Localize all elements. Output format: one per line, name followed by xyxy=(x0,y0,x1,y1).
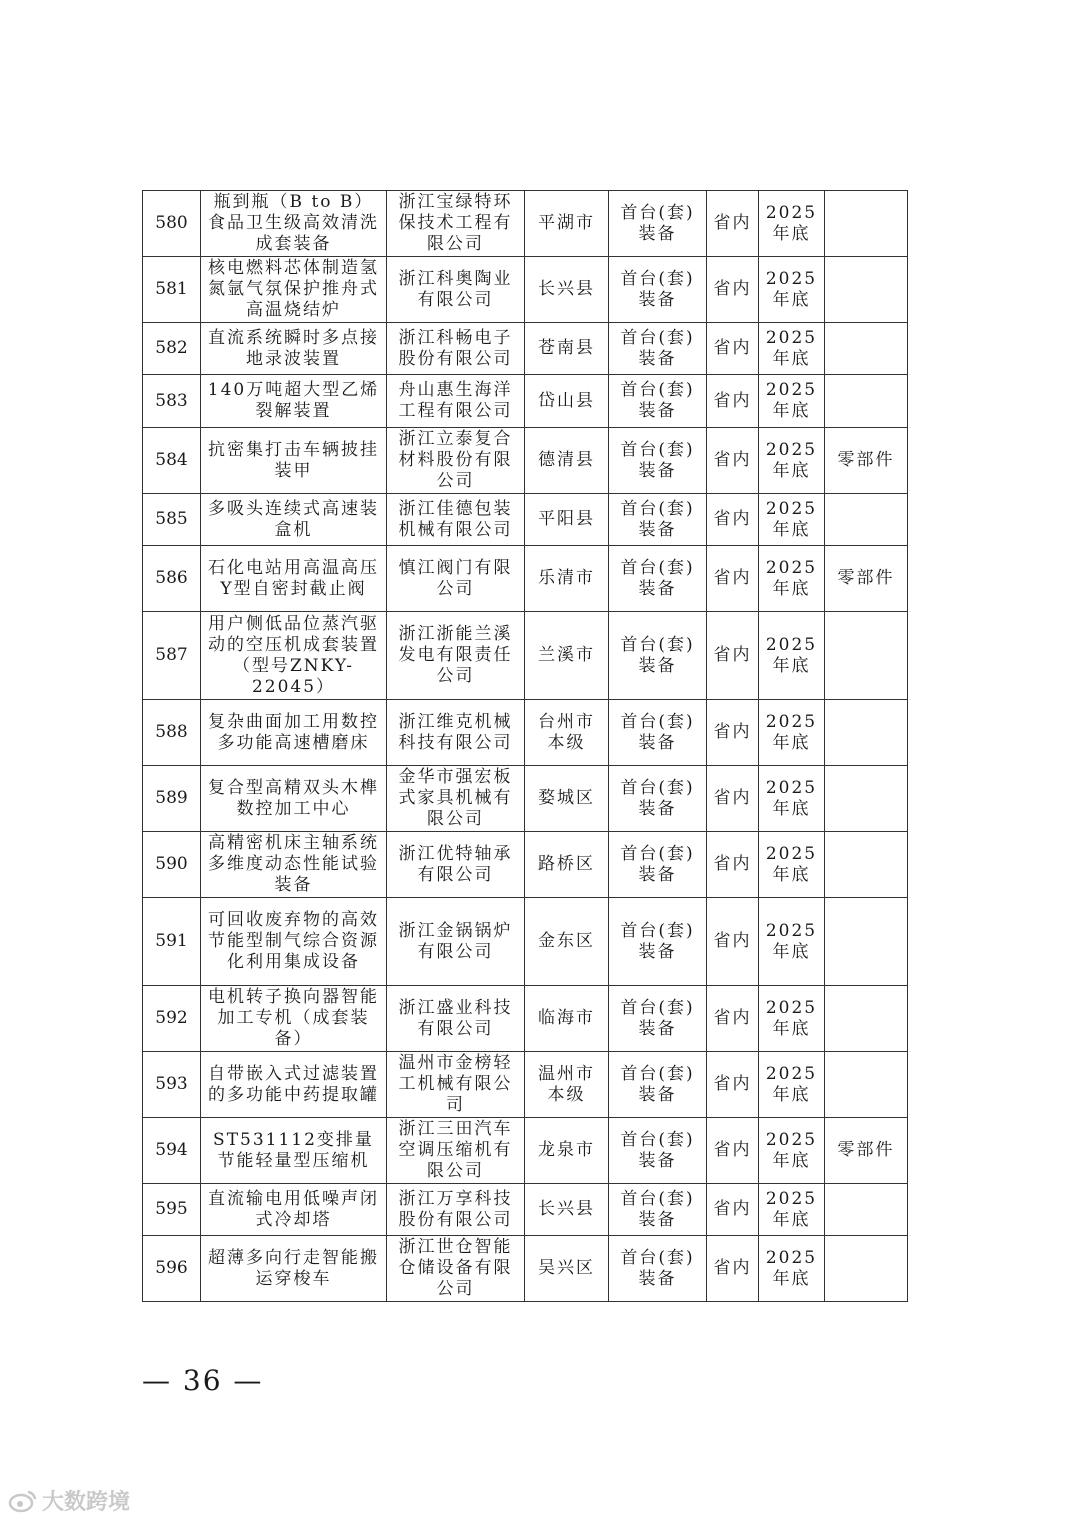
note xyxy=(825,1052,908,1118)
note xyxy=(825,1236,908,1302)
product-name: 瓶到瓶（B to B）食品卫生级高效清洗成套装备 xyxy=(201,191,387,257)
product-name: 自带嵌入式过滤装置的多功能中药提取罐 xyxy=(201,1052,387,1118)
table-row xyxy=(143,1184,908,1236)
company-name: 浙江优特轴承有限公司 xyxy=(387,832,525,898)
product-type: 首台(套)装备 xyxy=(609,191,707,257)
note xyxy=(825,494,908,546)
product-type: 首台(套)装备 xyxy=(609,898,707,986)
deadline: 2025年底 xyxy=(759,766,825,832)
product-type: 首台(套)装备 xyxy=(609,546,707,612)
product-type: 首台(套)装备 xyxy=(609,612,707,700)
deadline: 2025年底 xyxy=(759,986,825,1052)
scope: 省内 xyxy=(707,546,759,612)
region: 长兴县 xyxy=(525,1184,609,1236)
company-name: 浙江科奥陶业有限公司 xyxy=(387,257,525,323)
product-type: 首台(套)装备 xyxy=(609,766,707,832)
table-row xyxy=(143,191,908,257)
region: 平阳县 xyxy=(525,494,609,546)
serial-number: 590 xyxy=(143,832,201,898)
serial-number: 589 xyxy=(143,766,201,832)
product-name: 140万吨超大型乙烯裂解装置 xyxy=(201,375,387,428)
scope: 省内 xyxy=(707,428,759,494)
company-name: 舟山惠生海洋工程有限公司 xyxy=(387,375,525,428)
region: 吴兴区 xyxy=(525,1236,609,1302)
serial-number: 583 xyxy=(143,375,201,428)
table-row xyxy=(143,257,908,323)
table-body xyxy=(143,191,908,1302)
company-name: 浙江宝绿特环保技术工程有限公司 xyxy=(387,191,525,257)
scope: 省内 xyxy=(707,1052,759,1118)
product-name: 高精密机床主轴系统多维度动态性能试验装备 xyxy=(201,832,387,898)
scope: 省内 xyxy=(707,191,759,257)
weibo-logo-icon xyxy=(8,1489,38,1513)
product-type: 首台(套)装备 xyxy=(609,986,707,1052)
serial-number: 587 xyxy=(143,612,201,700)
table-row xyxy=(143,494,908,546)
note: 零部件 xyxy=(825,428,908,494)
product-name: 复合型高精双头木榫数控加工中心 xyxy=(201,766,387,832)
deadline: 2025年底 xyxy=(759,898,825,986)
region: 临海市 xyxy=(525,986,609,1052)
serial-number: 582 xyxy=(143,323,201,375)
note xyxy=(825,898,908,986)
table-row xyxy=(143,1236,908,1302)
note: 零部件 xyxy=(825,1118,908,1184)
region: 兰溪市 xyxy=(525,612,609,700)
deadline: 2025年底 xyxy=(759,323,825,375)
table-row xyxy=(143,546,908,612)
product-type: 首台(套)装备 xyxy=(609,257,707,323)
serial-number: 595 xyxy=(143,1184,201,1236)
product-name: 用户侧低品位蒸汽驱动的空压机成套装置（型号ZNKY-22045） xyxy=(201,612,387,700)
scope: 省内 xyxy=(707,612,759,700)
product-name: 复杂曲面加工用数控多功能高速槽磨床 xyxy=(201,700,387,766)
product-name: 抗密集打击车辆披挂装甲 xyxy=(201,428,387,494)
scope: 省内 xyxy=(707,766,759,832)
table-row xyxy=(143,700,908,766)
deadline: 2025年底 xyxy=(759,546,825,612)
note xyxy=(825,986,908,1052)
scope: 省内 xyxy=(707,1236,759,1302)
product-name: 石化电站用高温高压Y型自密封截止阀 xyxy=(201,546,387,612)
product-type: 首台(套)装备 xyxy=(609,494,707,546)
serial-number: 592 xyxy=(143,986,201,1052)
company-name: 慎江阀门有限公司 xyxy=(387,546,525,612)
region: 乐清市 xyxy=(525,546,609,612)
company-name: 浙江盛业科技有限公司 xyxy=(387,986,525,1052)
product-name: ST531112变排量节能轻量型压缩机 xyxy=(201,1118,387,1184)
product-name: 可回收废弃物的高效节能型制气综合资源化利用集成设备 xyxy=(201,898,387,986)
table-row xyxy=(143,1118,908,1184)
note xyxy=(825,323,908,375)
deadline: 2025年底 xyxy=(759,375,825,428)
product-type: 首台(套)装备 xyxy=(609,428,707,494)
table-row xyxy=(143,986,908,1052)
deadline: 2025年底 xyxy=(759,700,825,766)
scope: 省内 xyxy=(707,700,759,766)
watermark xyxy=(8,1485,130,1516)
region: 龙泉市 xyxy=(525,1118,609,1184)
note xyxy=(825,375,908,428)
note xyxy=(825,1184,908,1236)
table-row xyxy=(143,428,908,494)
product-name: 超薄多向行走智能搬运穿梭车 xyxy=(201,1236,387,1302)
table-row xyxy=(143,323,908,375)
product-name: 多吸头连续式高速装盒机 xyxy=(201,494,387,546)
note xyxy=(825,612,908,700)
region: 金东区 xyxy=(525,898,609,986)
deadline: 2025年底 xyxy=(759,832,825,898)
product-name: 直流输电用低噪声闭式冷却塔 xyxy=(201,1184,387,1236)
serial-number: 588 xyxy=(143,700,201,766)
deadline: 2025年底 xyxy=(759,257,825,323)
scope: 省内 xyxy=(707,257,759,323)
company-name: 浙江金锅锅炉有限公司 xyxy=(387,898,525,986)
note xyxy=(825,766,908,832)
table-row xyxy=(143,612,908,700)
scope: 省内 xyxy=(707,898,759,986)
product-type: 首台(套)装备 xyxy=(609,832,707,898)
table-row xyxy=(143,898,908,986)
note xyxy=(825,700,908,766)
note: 零部件 xyxy=(825,546,908,612)
table-row xyxy=(143,375,908,428)
deadline: 2025年底 xyxy=(759,1052,825,1118)
scope: 省内 xyxy=(707,375,759,428)
product-name: 核电燃料芯体制造氢氮氩气氛保护推舟式高温烧结炉 xyxy=(201,257,387,323)
table-row xyxy=(143,832,908,898)
region: 台州市本级 xyxy=(525,700,609,766)
deadline: 2025年底 xyxy=(759,428,825,494)
company-name: 浙江维克机械科技有限公司 xyxy=(387,700,525,766)
table-row xyxy=(143,1052,908,1118)
serial-number: 580 xyxy=(143,191,201,257)
company-name: 浙江浙能兰溪发电有限责任公司 xyxy=(387,612,525,700)
region: 长兴县 xyxy=(525,257,609,323)
scope: 省内 xyxy=(707,986,759,1052)
region: 温州市本级 xyxy=(525,1052,609,1118)
region: 平湖市 xyxy=(525,191,609,257)
serial-number: 594 xyxy=(143,1118,201,1184)
scope: 省内 xyxy=(707,1184,759,1236)
serial-number: 586 xyxy=(143,546,201,612)
scope: 省内 xyxy=(707,832,759,898)
company-name: 浙江立泰复合材料股份有限公司 xyxy=(387,428,525,494)
equipment-table xyxy=(142,190,908,1302)
serial-number: 596 xyxy=(143,1236,201,1302)
serial-number: 581 xyxy=(143,257,201,323)
product-type: 首台(套)装备 xyxy=(609,323,707,375)
company-name: 温州市金榜轻工机械有限公司 xyxy=(387,1052,525,1118)
product-type: 首台(套)装备 xyxy=(609,700,707,766)
deadline: 2025年底 xyxy=(759,1236,825,1302)
serial-number: 585 xyxy=(143,494,201,546)
table-row xyxy=(143,766,908,832)
region: 苍南县 xyxy=(525,323,609,375)
product-type: 首台(套)装备 xyxy=(609,375,707,428)
region: 路桥区 xyxy=(525,832,609,898)
note xyxy=(825,832,908,898)
watermark-text: 大数跨境 xyxy=(42,1490,131,1515)
product-type: 首台(套)装备 xyxy=(609,1052,707,1118)
company-name: 浙江世仓智能仓储设备有限公司 xyxy=(387,1236,525,1302)
region: 德清县 xyxy=(525,428,609,494)
product-name: 电机转子换向器智能加工专机（成套装备） xyxy=(201,986,387,1052)
product-type: 首台(套)装备 xyxy=(609,1118,707,1184)
deadline: 2025年底 xyxy=(759,191,825,257)
scope: 省内 xyxy=(707,1118,759,1184)
note xyxy=(825,257,908,323)
company-name: 金华市强宏板式家具机械有限公司 xyxy=(387,766,525,832)
note xyxy=(825,191,908,257)
deadline: 2025年底 xyxy=(759,1184,825,1236)
deadline: 2025年底 xyxy=(759,494,825,546)
scope: 省内 xyxy=(707,494,759,546)
product-type: 首台(套)装备 xyxy=(609,1184,707,1236)
company-name: 浙江科畅电子股份有限公司 xyxy=(387,323,525,375)
scope: 省内 xyxy=(707,323,759,375)
product-name: 直流系统瞬时多点接地录波装置 xyxy=(201,323,387,375)
company-name: 浙江万享科技股份有限公司 xyxy=(387,1184,525,1236)
company-name: 浙江佳德包装机械有限公司 xyxy=(387,494,525,546)
deadline: 2025年底 xyxy=(759,612,825,700)
company-name: 浙江三田汽车空调压缩机有限公司 xyxy=(387,1118,525,1184)
region: 婺城区 xyxy=(525,766,609,832)
serial-number: 593 xyxy=(143,1052,201,1118)
product-type: 首台(套)装备 xyxy=(609,1236,707,1302)
page-number: — 36 — xyxy=(142,1364,264,1397)
region: 岱山县 xyxy=(525,375,609,428)
serial-number: 584 xyxy=(143,428,201,494)
serial-number: 591 xyxy=(143,898,201,986)
deadline: 2025年底 xyxy=(759,1118,825,1184)
